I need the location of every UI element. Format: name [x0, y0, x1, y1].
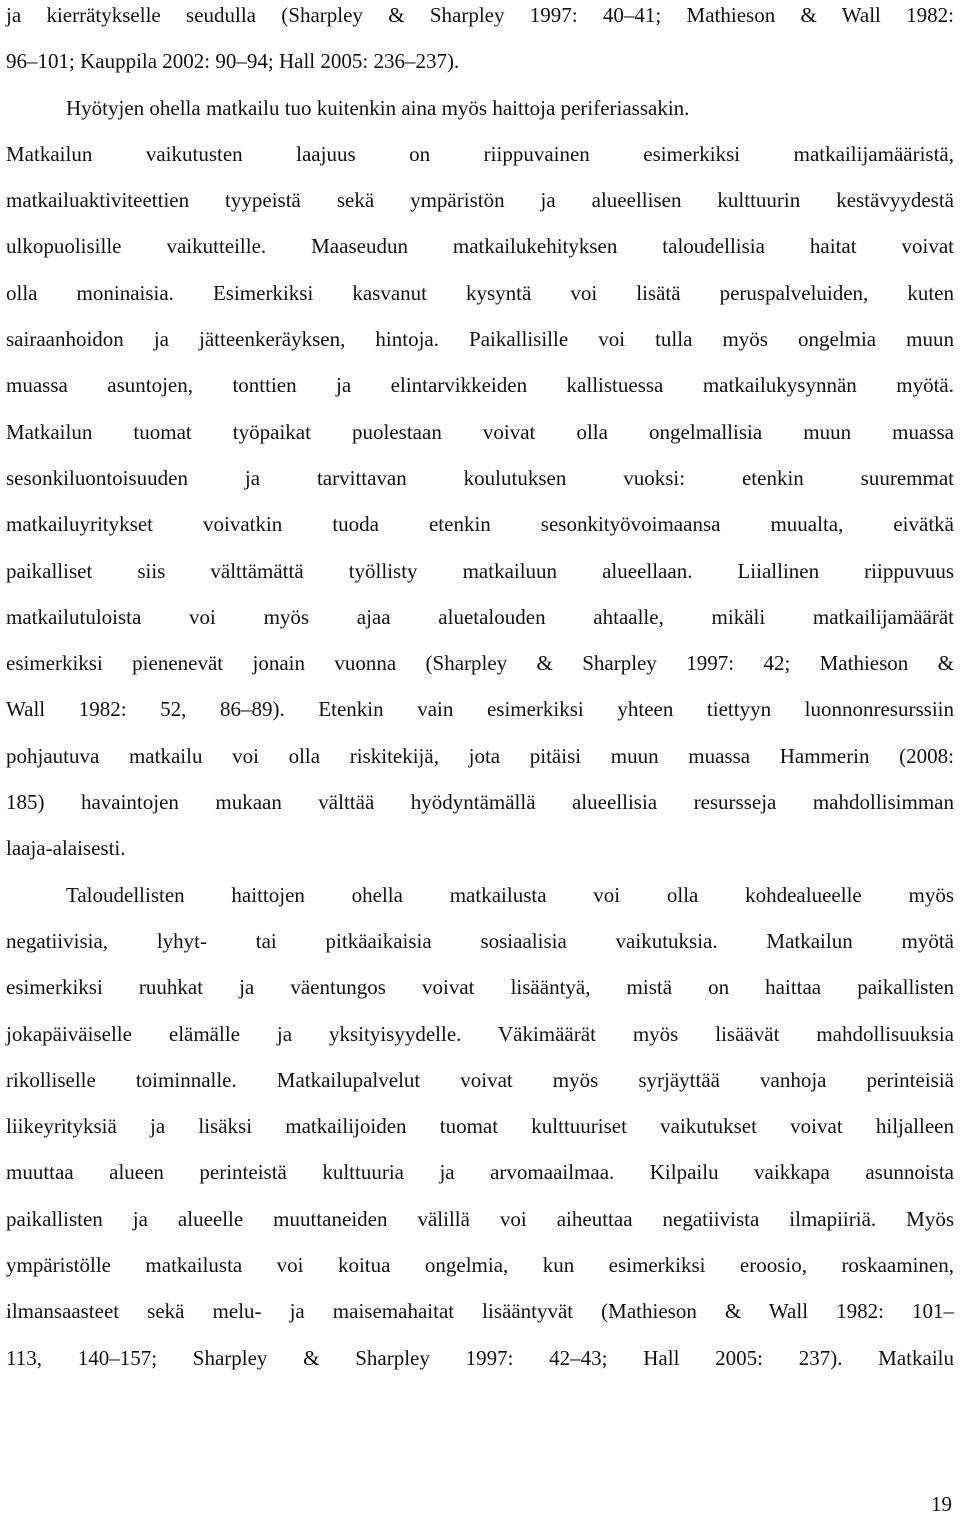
text-line: ilmansaasteet sekä melu- ja maisemahaitat lisääntyvät (Mathieson & Wall 1982: 101– — [6, 1299, 954, 1324]
text-line: sairaanhoidon ja jätteenkeräyksen, hintoja. Paikallisille voi tulla myös ongelmia muun — [6, 327, 954, 352]
text-line: matkailuaktiviteettien tyypeistä sekä ympäristön ja alueellisen kulttuurin kestävyydestä — [6, 188, 954, 213]
text-line: rikolliselle toiminnalle. Matkailupalvelut voivat myös syrjäyttää vanhoja perinteisiä — [6, 1067, 954, 1092]
text-line: muassa asuntojen, tonttien ja elintarvikkeiden kallistuessa matkailukysynnän myötä. — [6, 373, 954, 398]
body-text — [6, 0, 954, 1381]
text-line: Wall 1982: 52, 86–89). Etenkin vain esimerkiksi yhteen tiettyyn luonnonresurssiin — [6, 697, 954, 722]
text-line: liikeyrityksiä ja lisäksi matkailijoiden tuomat kulttuuriset vaikutukset voivat hiljalleen — [6, 1114, 954, 1139]
text-line: ulkopuolisille vaikutteille. Maaseudun matkailukehityksen taloudellisia haitat voivat — [6, 234, 954, 259]
text-line: paikalliset siis välttämättä työllisty matkailuun alueellaan. Liiallinen riippuvuus — [6, 558, 954, 583]
text-line: jokapäiväiselle elämälle ja yksityisyydelle. Väkimäärät myös lisäävät mahdollisuuksia — [6, 1021, 954, 1046]
text-line: ympäristöllе matkailusta voi koitua ongelmia, kun esimerkiksi eroosio, roskaaminen, — [6, 1253, 954, 1278]
text-line: Hyötyjen ohella matkailu tuo kuitenkin aina myös haittoja periferiassakin. — [66, 95, 690, 120]
text-line: muuttaa alueen perinteistä kulttuuria ja arvomaailmaa. Kilpailu vaikkapa asunnoista — [6, 1160, 954, 1185]
text-line: laaja-alaisesti. — [6, 836, 126, 861]
text-line: 96–101; Kauppila 2002: 90–94; Hall 2005: 236–237). — [6, 49, 460, 74]
text-line: Matkailun vaikutusten laajuus on riippuvainen esimerkiksi matkailijamääristä, — [6, 141, 954, 166]
text-line: esimerkiksi ruuhkat ja väentungos voivat lisääntyä, mistä on haittaa paikallisten — [6, 975, 954, 1000]
page-number: 19 — [931, 1492, 952, 1516]
text-line: 185) havaintojen mukaan välttää hyödyntämällä alueellisia resursseja mahdollisimman — [6, 790, 954, 815]
text-line: paikallisten ja alueelle muuttaneiden välillä voi aiheuttaa negatiivista ilmapiiriä. Myös — [6, 1206, 954, 1231]
text-line: ja kierrätykselle seudulla (Sharpley & Sharpley 1997: 40–41; Mathieson & Wall 1982: — [6, 3, 954, 27]
text-line: pohjautuva matkailu voi olla riskitekijä, jota pitäisi muun muassa Hammerin (2008: — [6, 743, 954, 768]
text-line: Matkailun tuomat työpaikat puolestaan voivat olla ongelmallisia muun muassa — [6, 419, 954, 444]
text-line: sesonkiluontoisuuden ja tarvittavan koulutuksen vuoksi: etenkin suuremmat — [6, 465, 954, 490]
text-line: Taloudellisten haittojen ohella matkailusta voi olla kohdealueelle myös — [66, 882, 954, 907]
text-line: 113, 140–157; Sharpley & Sharpley 1997: 42–43; Hall 2005: 237). Matkailu — [6, 1345, 954, 1370]
text-line: matkailuyritykset voivatkin tuoda etenkin sesonkityövoimaansa muualta, eivätkä — [6, 512, 954, 537]
text-line: esimerkiksi pienenevät jonain vuonna (Sharpley & Sharpley 1997: 42; Mathieson & — [6, 651, 954, 676]
text-line: matkailutuloista voi myös ajaa aluetalouden ahtaalle, mikäli matkailijamäärät — [6, 604, 954, 629]
text-line: negatiivisia, lyhyt- tai pitkäaikaisia sosiaalisia vaikutuksia. Matkailun myötä — [6, 928, 954, 953]
text-line: olla moninaisia. Esimerkiksi kasvanut kysyntä voi lisätä peruspalveluiden, kuten — [6, 280, 954, 305]
